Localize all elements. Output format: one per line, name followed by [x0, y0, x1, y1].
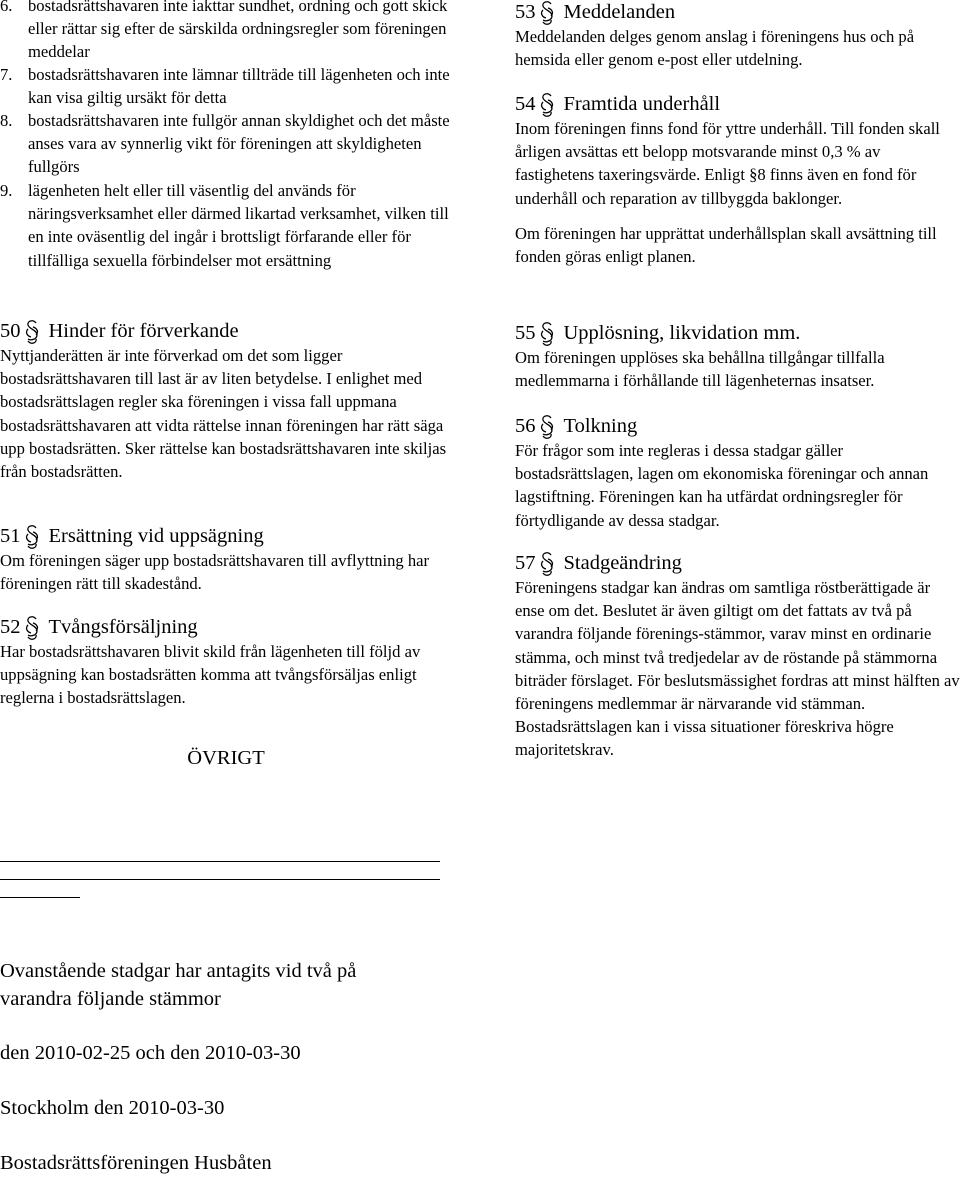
- section-paragraph: Om föreningen säger upp bostadsrättshavaren till avflyttning har föreningen rätt till skadestånd.: [0, 551, 430, 594]
- section-51: [0, 524, 452, 595]
- section-heading: [0, 524, 452, 549]
- list-number: 8.: [0, 111, 13, 130]
- section-number: 57: [515, 552, 536, 574]
- section-heading: [515, 92, 960, 117]
- forfeiture-list: [0, 0, 452, 272]
- section-52: [0, 615, 452, 710]
- section-sign-icon: [25, 525, 39, 549]
- section-sign-icon: [540, 1, 554, 25]
- section-heading: [0, 319, 452, 344]
- section-sign-icon: [25, 320, 39, 344]
- list-number: 9.: [0, 181, 13, 200]
- adoption-statement: Ovanstående stadgar har antagits vid två på varandra följande stämmor: [0, 960, 357, 1010]
- section-sign-icon: [25, 616, 39, 640]
- list-text: bostadsrättshavaren inte fullgör annan skyldighet och det måste anses vara av synnerlig vikt för föreningen att skyldigheten fullgörs: [28, 111, 450, 177]
- blank-line: [0, 861, 440, 862]
- section-number: 53: [515, 1, 536, 23]
- list-item: [0, 109, 452, 179]
- section-number: 51: [0, 525, 21, 547]
- section-title: Tvångsförsäljning: [48, 616, 198, 638]
- list-item: [0, 63, 452, 109]
- section-number: 55: [515, 322, 536, 344]
- section-paragraph: Meddelanden delges genom anslag i föreningens hus och på hemsida eller genom e-post eller utdelning.: [515, 27, 915, 70]
- section-sign-icon: [540, 322, 554, 346]
- section-title: Hinder för förverkande: [48, 320, 239, 342]
- section-paragraph: För frågor som inte regleras i dessa stadgar gäller bostadsrättslagen, lagen om ekonomiska föreningar och annan lagstiftning. Föreningen kan ha utfärdat ordningsregler för förtydligande av dessa stadgar.: [515, 441, 929, 530]
- section-paragraph: Inom föreningen finns fond för yttre underhåll. Till fonden skall årligen avsättas ett belopp motsvarande minst 0,3 % av fastighetens taxeringsvärde. Enligt §8 finns även en fond för underhåll och reparation av tillbyggda baklonger.: [515, 119, 940, 208]
- section-paragraph: Om föreningen har upprättat underhållsplan skall avsättning till fonden göras enligt planen.: [515, 223, 937, 267]
- list-text: bostadsrättshavaren inte lämnar tillträde till lägenheten och inte kan visa giltig ursäkt för detta: [28, 65, 450, 108]
- section-title: Tolkning: [563, 415, 638, 437]
- list-item: [0, 179, 452, 272]
- section-paragraph: Föreningens stadgar kan ändras om samtliga röstberättigade är ense om det. Beslutet är även giltigt om det fattats av två på varandra följande förenings-stämmor, varav minst en ordinarie stämma, och minst två tredjedelar av de röstande på stämmorna biträder förslaget. För beslutsmässighet fordras att minst hälften av föreningens medlemmar är närvarande vid stämman. Bostadsrättslagen kan i vissa situationer föreskriva högre majoritetskrav.: [515, 578, 960, 760]
- place-and-date: Stockholm den 2010-03-30: [0, 1097, 225, 1119]
- section-56: [515, 414, 960, 532]
- section-50: [0, 319, 452, 483]
- section-title: Ersättning vid uppsägning: [48, 525, 264, 547]
- list-item: [0, 0, 452, 63]
- section-55: [515, 321, 960, 392]
- section-paragraph: Nyttjanderätten är inte förverkad om det som ligger bostadsrättshavaren till last är av liten betydelse. I enlighet med bostadsrättslagen regler ska föreningen i vissa fall uppmana bostadsrättshavaren att vidta rättelse innan föreningen har rätt säga upp bostadsrätten. Sker rättelse kan bostadsrättshavaren inte skiljas från bostadsrätten.: [0, 346, 447, 482]
- list-number: 6.: [0, 0, 13, 15]
- section-heading: [515, 321, 960, 346]
- ovrigt-heading: ÖVRIGT: [187, 747, 265, 769]
- section-title: Stadgeändring: [563, 552, 682, 574]
- list-number: 7.: [0, 65, 13, 84]
- meeting-dates: den 2010-02-25 och den 2010-03-30: [0, 1042, 301, 1064]
- section-53: [515, 0, 960, 71]
- section-number: 52: [0, 616, 21, 638]
- section-number: 54: [515, 93, 536, 115]
- section-sign-icon: [540, 93, 554, 117]
- blank-line: [0, 897, 80, 898]
- section-54: [515, 92, 960, 268]
- section-number: 56: [515, 415, 536, 437]
- list-text: bostadsrättshavaren inte iakttar sundhet, ordning och gott skick eller rättar sig efter de särskilda ordningsregler som föreningen meddelar: [28, 0, 448, 62]
- section-sign-icon: [540, 415, 554, 439]
- section-heading: [515, 0, 960, 25]
- list-text: lägenheten helt eller till väsentlig del används för näringsverksamhet eller därmed likartad verksamhet, vilken till en inte oväsentlig del ingår i brottsligt förfarande eller för tillfälliga sexuella förbindelser mot ersättning: [28, 181, 449, 270]
- section-paragraph: Om föreningen upplöses ska behållna tillgångar tillfalla medlemmarna i förhållande till lägenheternas insatser.: [515, 348, 885, 391]
- section-number: 50: [0, 320, 21, 342]
- association-name: Bostadsrättsföreningen Husbåten: [0, 1152, 272, 1174]
- section-heading: [515, 551, 960, 576]
- section-paragraph: Har bostadsrättshavaren blivit skild från lägenheten till följd av uppsägning kan bostadsrätten komma att tvångsförsäljas enligt reglerna i bostadsrättslagen.: [0, 642, 421, 708]
- section-sign-icon: [540, 552, 554, 576]
- section-heading: [515, 414, 960, 439]
- section-title: Meddelanden: [563, 1, 676, 23]
- section-57: [515, 551, 960, 762]
- section-title: Upplösning, likvidation mm.: [563, 322, 801, 344]
- blank-line: [0, 879, 440, 880]
- section-title: Framtida underhåll: [563, 93, 721, 115]
- section-heading: [0, 615, 452, 640]
